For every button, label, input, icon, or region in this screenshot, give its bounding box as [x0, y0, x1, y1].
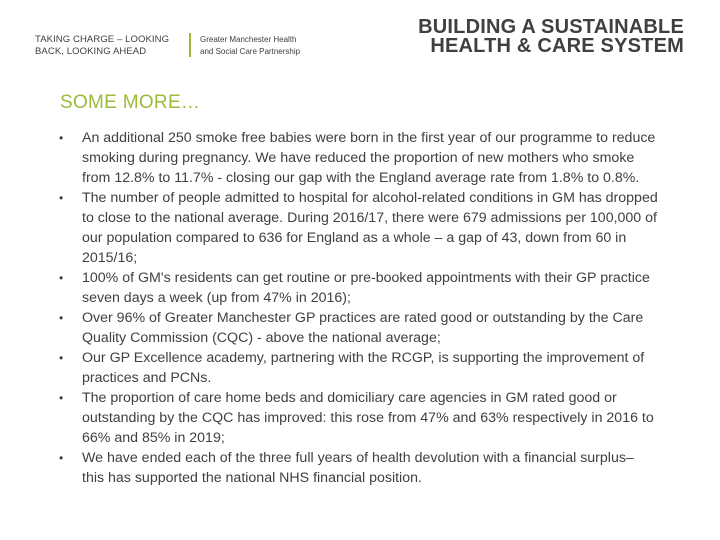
header-divider [189, 33, 191, 57]
title-line-2: HEALTH & CARE SYSTEM [430, 35, 684, 57]
partner-line-1: Greater Manchester Health [200, 35, 297, 44]
bullet-item: • An additional 250 smoke free babies were born in the first year of our programme to reduce smoking during pregnancy. We have reduced the proportion of new mothers who smoke from 12.8% to 11.7% - closing our gap with the England average rate from 1.8% to 0.8%. [59, 128, 659, 188]
tagline-line-1: TAKING CHARGE – LOOKING [35, 34, 170, 45]
header-tagline [35, 34, 169, 58]
bullet-item: • The number of people admitted to hospital for alcohol-related conditions in GM has dropped to close to the national average. During 2016/17, there were 679 admissions per 100,000 of our population compared to 636 for England as a whole – a gap of 43, down from 60 in 2015/16; [59, 188, 659, 268]
bullet-item: • The proportion of care home beds and domiciliary care agencies in GM rated good or outstanding by the CQC has improved: this rose from 47% and 63% respectively in 2016 to 66% and 85% in 2019; [59, 388, 659, 448]
bullet-item: • 100% of GM's residents can get routine or pre-booked appointments with their GP practice seven days a week (up from 47% in 2016); [59, 268, 659, 308]
partnership-name [200, 34, 300, 58]
partner-line-2: and Social Care Partnership [200, 47, 301, 56]
bullet-item: • Over 96% of Greater Manchester GP practices are rated good or outstanding by the Care Quality Commission (CQC) - above the national average; [59, 308, 659, 348]
bullet-item: • We have ended each of the three full years of health devolution with a financial surplus– this has supported the national NHS financial position. [59, 448, 659, 488]
section-heading: SOME MORE… [60, 92, 201, 113]
tagline-line-2: BACK, LOOKING AHEAD [35, 46, 147, 57]
page-title [418, 18, 684, 56]
bullet-list [59, 128, 659, 488]
bullet-item: • Our GP Excellence academy, partnering with the RCGP, is supporting the improvement of practices and PCNs. [59, 348, 659, 388]
title-line-1: BUILDING A SUSTAINABLE [418, 16, 684, 38]
